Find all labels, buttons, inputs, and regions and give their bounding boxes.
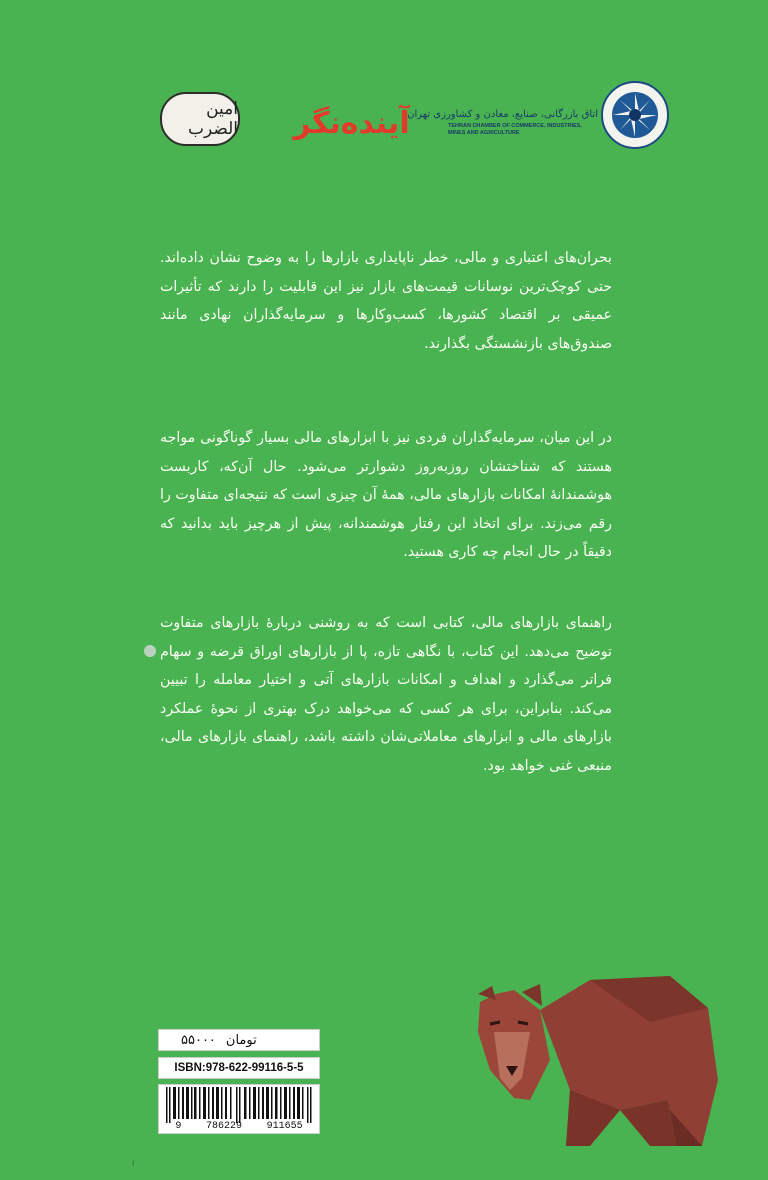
- chamber-of-commerce-text: [407, 96, 598, 150]
- decorative-dot: [144, 645, 156, 657]
- barcode-digit-group: 911655: [266, 1121, 303, 1132]
- corner-mark: ا: [132, 1159, 135, 1168]
- ayande-negar-logo: آینده‌نگر: [293, 105, 410, 141]
- price-currency: تومان: [225, 1032, 257, 1048]
- publisher-logos: [150, 78, 670, 168]
- description-paragraph-1: بحران‌های اعتباری و مالی، خطر ناپایداری بازارها را به وضوح نشان داده‌اند. حتی کوچک‌ترین نوسانات قیمت‌های بازار نیز این قابلیت را دارند که تأثیرات عمیقی بر اقتصاد کشورها، کسب‌وکارها و سرمایه‌گذاران نهادی مانند صندوق‌های بازنشستگی بگذارند.: [160, 250, 612, 352]
- amin-al-zarb-logo: امین الضرب: [160, 92, 240, 146]
- barcode-digit-group: 9: [175, 1121, 182, 1132]
- description-paragraph-2: در این میان، سرمایه‌گذاران فردی نیز با ابزارهای مالی بسیار گوناگونی مواجه هستند که شناختشان روزبه‌روز دشوارتر می‌شود. حال آن‌که، کاربست هوشمندانهٔ امکانات بازارهای مالی، همهٔ آن چیزی است که نتیجه‌ای متفاوت را رقم می‌زند. برای اتخاذ این رفتار هوشمندانه، پیش از هرچیز باید بدانید که دقیقاً در حال انجام چه کاری هستید.: [160, 430, 612, 561]
- description-paragraph-3: راهنمای بازارهای مالی، کتابی است که به روشنی دربارهٔ بازارهای متفاوت توضیح می‌دهد. این کتاب، با نگاهی تازه، پا از بازارهای اوراق قرضه و سهام فراتر می‌گذارد و اهداف و امکانات بازارهای آتی و اختیار معامله را تبیین می‌کند. بنابراین، برای هر کسی که می‌خواهد درک بهتری از نحوهٔ عملکرد بازارهای مالی و ابزارهای معاملاتی‌شان داشته باشد، راهنمای بازارهای مالی، منبعی غنی خواهد بود.: [160, 615, 612, 774]
- chamber-name-fa: اتاق بازرگانی، صنایع، معادن و کشاورزی تهران: [407, 109, 598, 120]
- chamber-emblem-icon: [600, 80, 670, 150]
- barcode-digits: [159, 1121, 319, 1132]
- barcode-digit-group: 786229: [205, 1121, 242, 1132]
- isbn-label: ISBN:978-622-99116-5-5: [158, 1057, 320, 1079]
- bear-illustration-icon: [470, 970, 745, 1175]
- barcode: [158, 1084, 320, 1134]
- price-amount: ۵۵۰۰۰: [181, 1032, 216, 1048]
- chamber-name-en: TEHRAN CHAMBER OF COMMERCE, INDUSTRIES, MINES AND AGRICULTURE: [448, 123, 582, 136]
- barcode-bars-icon: [160, 1087, 320, 1123]
- price-label: [158, 1029, 320, 1051]
